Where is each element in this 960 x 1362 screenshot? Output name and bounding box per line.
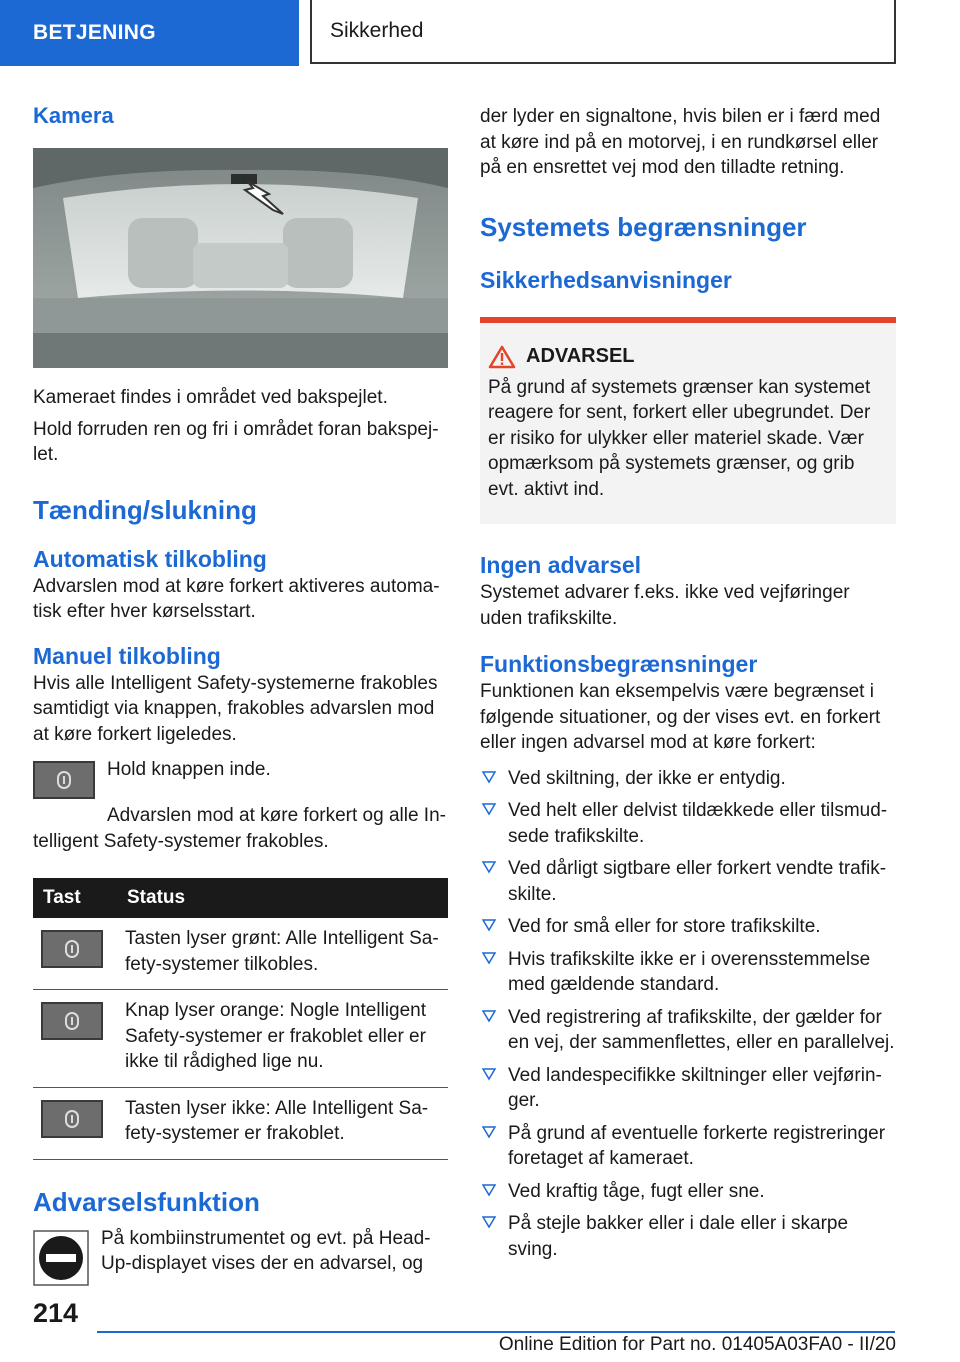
funktionsbegraensninger-heading: Funktionsbegrænsninger [480, 651, 758, 677]
footer-edition: Online Edition for Part no. 01405A03FA0 - II/20 [498, 1334, 896, 1355]
table-header-status: Status [117, 878, 448, 918]
footer-rule [97, 1331, 895, 1333]
list-item: Ved for små eller for store trafikskilte. [480, 914, 896, 940]
kamera-text-2: Hold forruden ren og fri i området foran bakspejlet. [33, 418, 439, 465]
manuel-heading: Manuel tilkobling [33, 642, 221, 669]
advarsel-row [33, 1226, 448, 1286]
list-item: Ved landespecifikke skiltninger eller vejføringer. [480, 1063, 896, 1114]
table-row [33, 990, 448, 1088]
warning-text: På grund af systemets grænser kan systemet reagere for sent, forkert eller ubegrundet. Der er risiko for ulykker eller materiel skade. Vær opmærksom på systemets grænser, og grib evt. aktivt ind. [488, 376, 871, 500]
hold-text-1: Hold knappen inde. [107, 759, 271, 780]
list-item: Ved skiltning, der ikke er entydig. [480, 766, 896, 792]
triangle-bullet-icon [482, 1125, 496, 1139]
triangle-bullet-icon [482, 802, 496, 816]
list-item: Ved kraftig tåge, fugt eller sne. [480, 1179, 896, 1205]
warning-label: ADVARSEL [526, 345, 635, 367]
funktionsbegraensninger-text: Funktionen kan eksempelvis være begrænset i følgende situationer, og der vises evt. en forkert eller ingen advarsel mod at køre forkert: [480, 681, 881, 753]
kamera-text-1: Kameraet findes i området ved bakspejlet. [33, 387, 388, 408]
triangle-bullet-icon [482, 1215, 496, 1229]
manuel-text: Hvis alle Intelligent Safety-systemerne frakobles samtidigt via knappen, frakobles advarslen mod at køre forkert ligeledes. [33, 672, 438, 745]
ingen-advarsel-text: Systemet advarer f.eks. ikke ved vejføringer uden trafikskilte. [480, 582, 850, 629]
safety-button-icon [41, 930, 103, 968]
table-cell-status: Tasten lyser grønt: Alle Intelligent Safety-systemer tilkobles. [117, 918, 448, 990]
triangle-bullet-icon [482, 918, 496, 932]
advarselsfunktion-heading: Advarselsfunktion [33, 1186, 260, 1217]
warning-box [480, 317, 896, 525]
continued-text: der lyder en signaltone, hvis bilen er i færd med at køre ind på en motorvej, i en rundkørsel eller på en ensrettet vej mod den tilladte retning. [480, 106, 881, 178]
limitation-list [480, 766, 896, 1263]
triangle-bullet-icon [482, 1009, 496, 1023]
list-item: Hvis trafikskilte ikke er i overensstemmelse med gældende standard. [480, 947, 896, 998]
safety-button-icon [41, 1100, 103, 1138]
warning-title [488, 345, 888, 369]
list-item: På grund af eventuelle forkerte registreringer foretaget af kameraet. [480, 1121, 896, 1172]
automatisk-text: Advarslen mod at køre forkert aktiveres automatisk efter hver kørselsstart. [33, 575, 440, 622]
safety-button-icon [41, 1002, 103, 1040]
page-number: 214 [33, 1298, 79, 1328]
list-item: Ved dårligt sigtbare eller forkert vendte trafikskilte. [480, 856, 896, 907]
table-row [33, 918, 448, 990]
table-row [33, 1087, 448, 1159]
header-section-tab: BETJENING [0, 0, 299, 66]
triangle-bullet-icon [482, 770, 496, 784]
triangle-bullet-icon [482, 1183, 496, 1197]
triangle-bullet-icon [482, 860, 496, 874]
left-column [33, 98, 448, 1286]
hold-button-row [33, 757, 448, 799]
right-column [480, 98, 896, 1269]
list-item: Ved registrering af trafikskilte, der gælder for en vej, der sammenflettes, eller en parallelvej. [480, 1005, 896, 1056]
list-item: På stejle bakker eller i dale eller i skarpe sving. [480, 1211, 896, 1262]
hold-text-2: Advarslen mod at køre forkert og alle Intelligent Safety-systemer frakobles. [33, 805, 446, 852]
sikkerhed-heading: Sikkerhedsanvisninger [480, 266, 732, 293]
status-table [33, 878, 448, 1160]
table-header-tast: Tast [33, 878, 117, 918]
header-chapter: Sikkerhed [310, 0, 896, 64]
rear-window-camera-photo [33, 148, 448, 368]
automatisk-heading: Automatisk tilkobling [33, 545, 267, 572]
no-entry-icon [33, 1230, 89, 1286]
kamera-heading: Kamera [33, 103, 114, 128]
list-item: Ved helt eller delvist tildækkede eller tilsmudsede trafikskilte. [480, 798, 896, 849]
ingen-advarsel-heading: Ingen advarsel [480, 552, 642, 578]
triangle-bullet-icon [482, 1067, 496, 1081]
systemets-heading: Systemets begrænsninger [480, 211, 807, 242]
table-cell-status: Tasten lyser ikke: Alle Intelligent Safety-systemer er frakoblet. [117, 1087, 448, 1159]
safety-button-icon [33, 761, 95, 799]
table-cell-status: Knap lyser orange: Nogle Intelligent Safety-systemer er frakoblet eller er ikke til rådighed lige nu. [117, 990, 448, 1088]
triangle-bullet-icon [482, 951, 496, 965]
advarselsfunktion-text: På kombiinstrumentet og evt. på Head-Up-displayet vises der en advarsel, og [101, 1227, 431, 1274]
warning-triangle-icon [488, 345, 516, 369]
taending-heading: Tænding/slukning [33, 494, 257, 525]
